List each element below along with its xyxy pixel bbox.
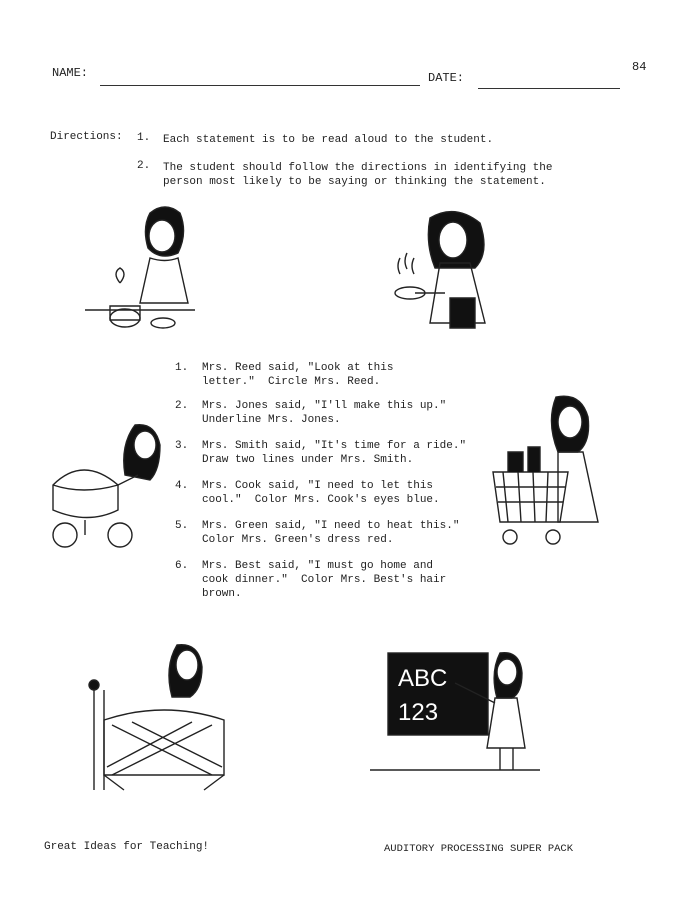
statement-text: Draw two lines under Mrs. Smith. xyxy=(202,454,414,466)
statement-text: Mrs. Jones said, "I'll make this up." xyxy=(202,400,447,412)
name-label: NAME: xyxy=(52,66,89,80)
statement-text: Mrs. Green said, "I need to heat this." xyxy=(202,520,460,532)
statement-text: Underline Mrs. Jones. xyxy=(202,414,341,426)
footer-right: AUDITORY PROCESSING SUPER PACK xyxy=(384,843,574,855)
woman-making-bed-illustration xyxy=(82,640,237,795)
chalkboard-numbers: 123 xyxy=(398,699,439,726)
date-label: DATE: xyxy=(428,71,465,85)
direction-text: The student should follow the directions in identifying the xyxy=(163,162,553,174)
teacher-at-chalkboard-illustration xyxy=(365,648,545,780)
statement-number: 1. xyxy=(175,362,189,374)
statement-text: cook dinner." Color Mrs. Best's hair xyxy=(202,574,447,586)
direction-num: 1. xyxy=(137,132,151,144)
statement-number: 3. xyxy=(175,440,189,452)
statement-text: Color Mrs. Green's dress red. xyxy=(202,534,394,546)
direction-num: 2. xyxy=(137,160,151,172)
statement-number: 6. xyxy=(175,560,189,572)
statement-text: Mrs. Cook said, "I need to let this xyxy=(202,480,434,492)
statement-text: letter." Circle Mrs. Reed. xyxy=(202,376,381,388)
statement-text: brown. xyxy=(202,588,242,600)
direction-text: Each statement is to be read aloud to the student. xyxy=(163,134,494,146)
date-field[interactable] xyxy=(478,88,620,89)
woman-with-stroller-illustration xyxy=(45,420,175,555)
directions-label: Directions: xyxy=(50,131,123,143)
chalkboard-letters: ABC xyxy=(398,665,448,692)
woman-with-pan-illustration xyxy=(385,208,525,333)
statement-number: 5. xyxy=(175,520,189,532)
footer-left: Great Ideas for Teaching! xyxy=(44,841,210,853)
name-field[interactable] xyxy=(100,85,420,86)
statement-number: 2. xyxy=(175,400,189,412)
woman-cooking-illustration xyxy=(80,198,205,333)
statement-text: cool." Color Mrs. Cook's eyes blue. xyxy=(202,494,440,506)
direction-text: person most likely to be saying or thinking the statement. xyxy=(163,176,546,188)
statement-text: Mrs. Best said, "I must go home and xyxy=(202,560,434,572)
woman-with-shopping-cart-illustration xyxy=(488,392,603,552)
statement-text: Mrs. Reed said, "Look at this xyxy=(202,362,394,374)
page-number: 84 xyxy=(632,60,647,74)
statement-number: 4. xyxy=(175,480,189,492)
statement-text: Mrs. Smith said, "It's time for a ride." xyxy=(202,440,467,452)
